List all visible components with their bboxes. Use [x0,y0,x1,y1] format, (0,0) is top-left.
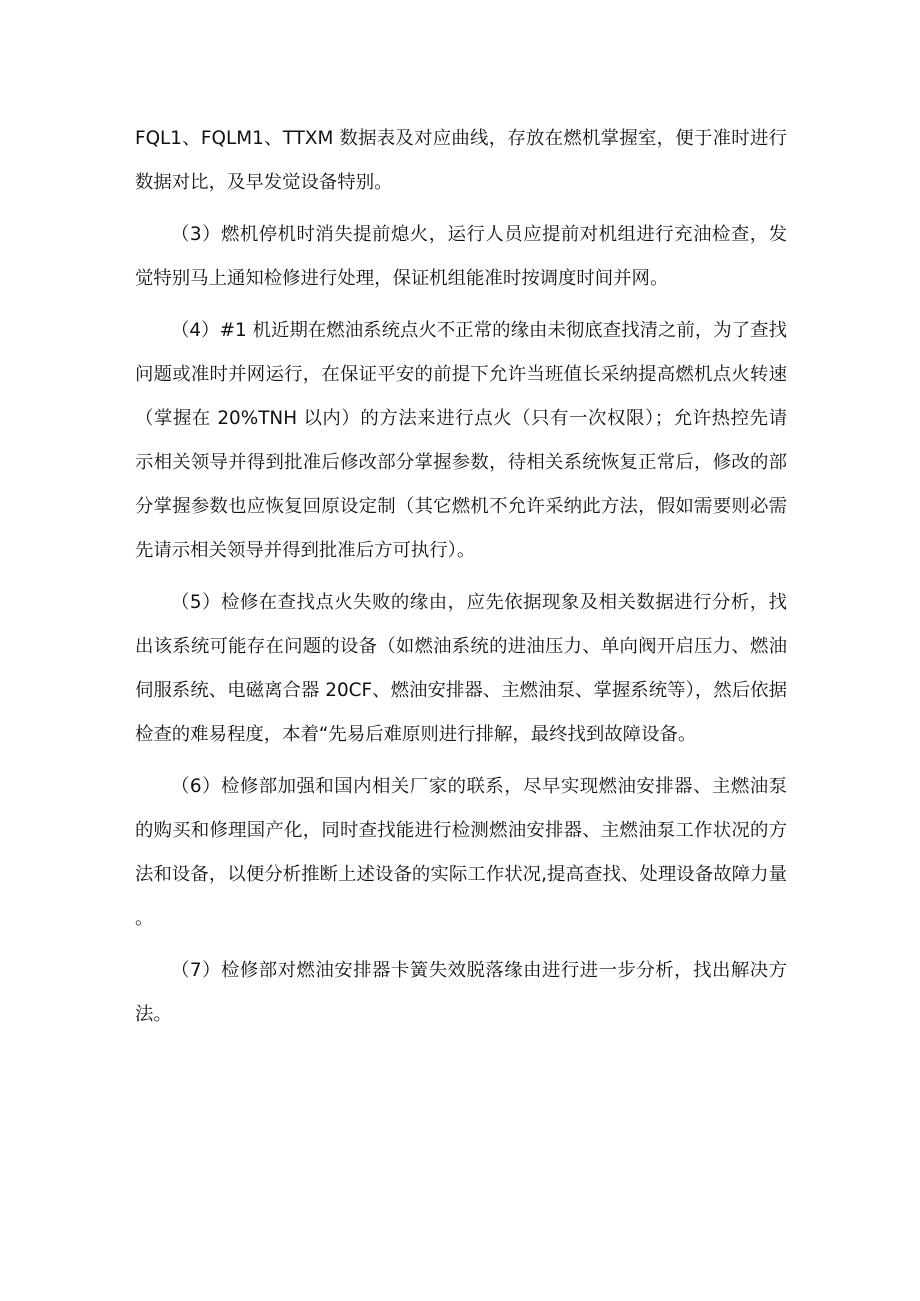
paragraph-item-3: （3）燃机停机时消失提前熄火，运行人员应提前对机组进行充油检查，发觉特别马上通知检修进行处理，保证机组能准时按调度时间并网。 [135,224,787,289]
paragraph-item-5: （5）检修在查找点火失败的缘由，应先依据现象及相关数据进行分析，找出该系统可能存在问题的设备（如燃油系统的进油压力、单向阀开启压力、燃油伺服系统、电磁离合器 20CF、燃油安排器、主燃油泵、掌握系统等），然后依据检查的难易程度，本着“先易后难原则进行排解，最终找到故障设备。 [135,592,787,745]
paragraph-item-6: （6）检修部加强和国内相关厂家的联系，尽早实现燃油安排器、主燃油泵的购买和修理国产化，同时查找能进行检测燃油安排器、主燃油泵工作状况的方法和设备，以便分析推断上述设备的实际工作状况,提高查找、处理设备故障力量。 [135,776,787,929]
paragraph-continuation: FQL1、FQLM1、TTXM 数据表及对应曲线，存放在燃机掌握室，便于准时进行数据对比，及早发觉设备特别。 [135,128,787,193]
paragraph-item-4: （4）#1 机近期在燃油系统点火不正常的缘由未彻底查找清之前，为了查找问题或准时并网运行，在保证平安的前提下允许当班值长采纳提高燃机点火转速（掌握在 20%TNH 以内）的方法来进行点火（只有一次权限）；允许热控先请示相关领导并得到批准后修改部分掌握参数，待相关系统恢复正常后，修改的部分掌握参数也应恢复回原设定制（其它燃机不允许采纳此方法，假如需要则必需先请示相关领导并得到批准后方可执行）。 [135,320,787,561]
document-body [135,117,787,1045]
paragraph-item-7: （7）检修部对燃油安排器卡簧失效脱落缘由进行进一步分析，找出解决方法。 [135,960,787,1025]
